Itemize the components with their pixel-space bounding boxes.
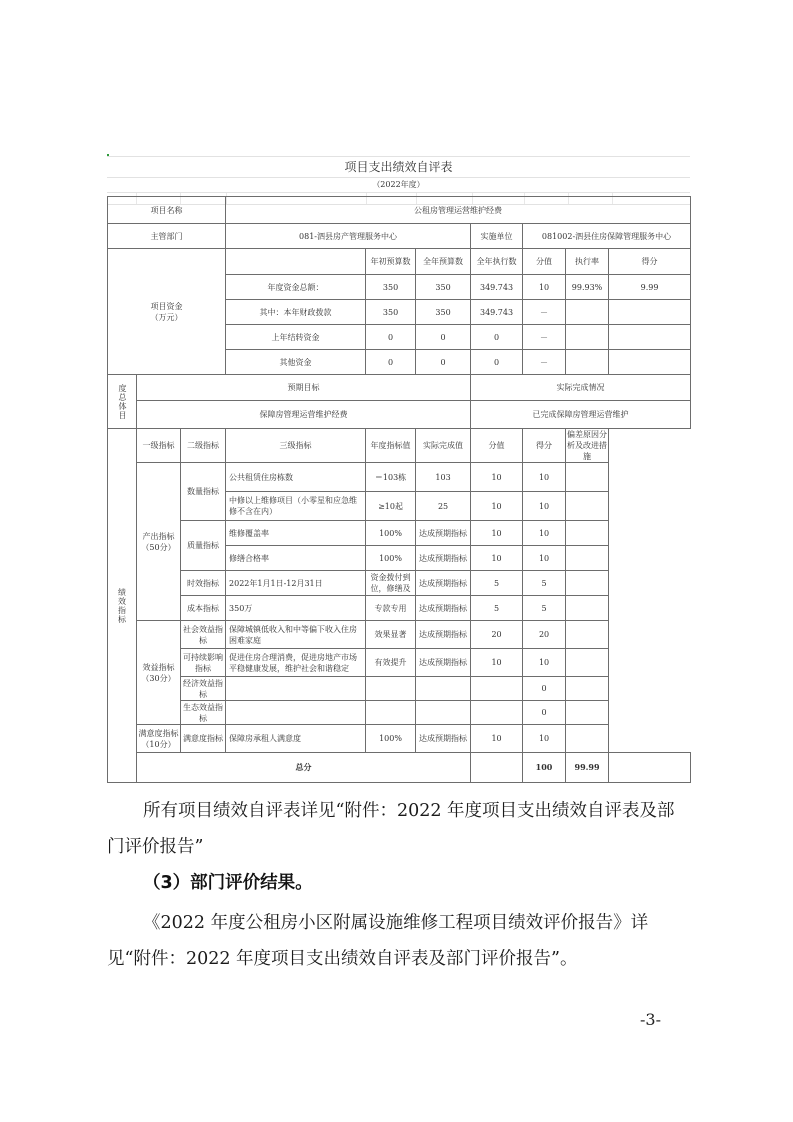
- funds-label: 项目资金 （万元）: [108, 249, 226, 375]
- funds-score: [609, 350, 691, 375]
- funds-header: 得分: [609, 249, 691, 275]
- actual-label: 实际完成情况: [471, 375, 691, 401]
- cost-label: 成本指标: [181, 596, 226, 621]
- indicator-target: 资金拨付到位，修缮及: [366, 571, 416, 596]
- goal-row: [108, 401, 691, 429]
- indicator-remark: [566, 725, 609, 753]
- indicator-name: 350万: [226, 596, 366, 621]
- section-heading: （3）部门评价结果。: [143, 873, 313, 893]
- indicator-target: 100%: [366, 725, 416, 753]
- funds-header-blank: [226, 249, 366, 275]
- indicator-row: [108, 521, 691, 546]
- indicator-remark: [566, 492, 609, 521]
- funds-executed: 349.743: [471, 300, 523, 325]
- ind-header: 三级指标: [226, 429, 366, 463]
- indicator-row: [108, 701, 691, 725]
- indicator-row: [108, 649, 691, 677]
- funds-row-label: 其他资金: [226, 350, 366, 375]
- indicator-row: [108, 596, 691, 621]
- indicator-remark: [566, 649, 609, 677]
- funds-score-value: －: [523, 325, 566, 350]
- project-name-row: [108, 197, 691, 224]
- indicator-target: ＝103栋: [366, 463, 416, 492]
- indicator-target: 效果显著: [366, 621, 416, 649]
- satisfaction-l1-label: 满意度指标（10分）: [137, 725, 181, 753]
- funds-score-value: －: [523, 300, 566, 325]
- indicator-value: 10: [471, 521, 523, 546]
- project-name: 公租房管理运营维护经费: [226, 197, 691, 224]
- indicator-actual: 达成预期指标: [416, 649, 471, 677]
- indicator-value: 5: [471, 596, 523, 621]
- indicator-score: 10: [523, 649, 566, 677]
- indicator-value: 10: [471, 546, 523, 571]
- output-label: 产出指标 （50分）: [137, 463, 181, 621]
- funds-score: 9.99: [609, 275, 691, 300]
- paragraph-attachment: 所有项目绩效自评表详见“附件：2022 年度项目支出绩效自评表及部门评价报告”: [107, 801, 675, 857]
- indicator-name: 维修覆盖率: [226, 521, 366, 546]
- funds-header: 分值: [523, 249, 566, 275]
- indicator-score: 5: [523, 596, 566, 621]
- economic-label: 经济效益指标: [181, 677, 226, 701]
- actual-goal: 已完成保障房管理运营维护: [471, 401, 691, 429]
- total-remark: [609, 753, 691, 783]
- funds-score-value: 10: [523, 275, 566, 300]
- indicator-value: 20: [471, 621, 523, 649]
- indicator-actual: 达成预期指标: [416, 596, 471, 621]
- indicator-name: 公共租赁住房栋数: [226, 463, 366, 492]
- performance-table: [107, 196, 691, 783]
- funds-executed: 0: [471, 325, 523, 350]
- page-number: -3-: [640, 1010, 661, 1029]
- indicator-name: 促进住房合理消费，促进房地产市场平稳健康发展，维护社会和谐稳定: [226, 649, 366, 677]
- goal-label: 度总体目: [108, 375, 137, 429]
- funds-score-value: －: [523, 350, 566, 375]
- indicator-remark: [566, 596, 609, 621]
- indicator-remark: [566, 463, 609, 492]
- department-row: [108, 224, 691, 249]
- table-title: 项目支出绩效自评表: [107, 156, 690, 177]
- indicator-name: 2022年1月1日-12月31日: [226, 571, 366, 596]
- funds-rate: [566, 325, 609, 350]
- ind-header: 年度指标值: [366, 429, 416, 463]
- indicator-value: 10: [471, 725, 523, 753]
- indicator-row: [108, 621, 691, 649]
- indicator-value: 10: [471, 649, 523, 677]
- indicator-target: 100%: [366, 546, 416, 571]
- indicator-row: [108, 725, 691, 753]
- indicator-row: [108, 677, 691, 701]
- indicator-row: [108, 463, 691, 492]
- funds-annual: 350: [416, 275, 471, 300]
- indicator-actual: 达成预期指标: [416, 521, 471, 546]
- funds-rate: [566, 350, 609, 375]
- indicator-name: 修缮合格率: [226, 546, 366, 571]
- ind-header: 一级指标: [137, 429, 181, 463]
- indicator-target: [366, 677, 416, 701]
- total-blank: [471, 753, 523, 783]
- funds-row-label: 其中：本年财政拨款: [226, 300, 366, 325]
- indicator-name: 保障城镇低收入和中等偏下收入住房困难家庭: [226, 621, 366, 649]
- ind-header: 得分: [523, 429, 566, 463]
- impl-value: 081002-泗县住房保障管理服务中心: [523, 224, 691, 249]
- indicator-score: 10: [523, 492, 566, 521]
- funds-header: 全年执行数: [471, 249, 523, 275]
- funds-rate: [566, 300, 609, 325]
- funds-annual: 0: [416, 350, 471, 375]
- timeliness-label: 时效指标: [181, 571, 226, 596]
- eco-label: 生态效益指标: [181, 701, 226, 725]
- indicator-target: 100%: [366, 521, 416, 546]
- funds-score: [609, 325, 691, 350]
- funds-annual: 0: [416, 325, 471, 350]
- ind-header: 实际完成值: [416, 429, 471, 463]
- perf-label: 绩效指标: [108, 429, 137, 783]
- indicator-target: [366, 701, 416, 725]
- indicator-header-row: [108, 429, 691, 463]
- goal-header-row: [108, 375, 691, 401]
- funds-score: [609, 300, 691, 325]
- dept-value: 081-泗县房产管理服务中心: [226, 224, 471, 249]
- dept-label: 主管部门: [108, 224, 226, 249]
- impl-label: 实施单位: [471, 224, 523, 249]
- indicator-actual: 达成预期指标: [416, 621, 471, 649]
- indicator-name: [226, 677, 366, 701]
- benefit-label: 效益指标 （30分）: [137, 621, 181, 725]
- indicator-row: [108, 571, 691, 596]
- indicator-score: 0: [523, 677, 566, 701]
- indicator-remark: [566, 621, 609, 649]
- indicator-score: 10: [523, 521, 566, 546]
- indicator-actual: [416, 701, 471, 725]
- funds-header: 执行率: [566, 249, 609, 275]
- indicator-score: 10: [523, 725, 566, 753]
- expected-label: 预期目标: [137, 375, 471, 401]
- indicator-score: 20: [523, 621, 566, 649]
- indicator-value: 5: [471, 571, 523, 596]
- indicator-remark: [566, 571, 609, 596]
- indicator-target: ≥10起: [366, 492, 416, 521]
- expected-goal: 保障房管理运营维护经费: [137, 401, 471, 429]
- indicator-score: 10: [523, 546, 566, 571]
- total-score: 99.99: [566, 753, 609, 783]
- funds-rate: 99.93%: [566, 275, 609, 300]
- indicator-actual: 103: [416, 463, 471, 492]
- indicator-target: 专款专用: [366, 596, 416, 621]
- indicator-value: [471, 701, 523, 725]
- indicator-target: 有效提升: [366, 649, 416, 677]
- indicator-name: 中修以上维修项目（小零星和应急维修不含在内）: [226, 492, 366, 521]
- indicator-name: 保障房承租人满意度: [226, 725, 366, 753]
- total-label: 总分: [137, 753, 471, 783]
- indicator-actual: 25: [416, 492, 471, 521]
- funds-initial: 0: [366, 325, 416, 350]
- funds-executed: 0: [471, 350, 523, 375]
- funds-initial: 0: [366, 350, 416, 375]
- total-value: 100: [523, 753, 566, 783]
- funds-header: 年初预算数: [366, 249, 416, 275]
- indicator-value: 10: [471, 463, 523, 492]
- project-name-label: 项目名称: [108, 197, 226, 224]
- paragraph-evaluation: 《2022 年度公租房小区附属设施维修工程项目绩效评价报告》详见“附件：2022 年度项目支出绩效自评表及部门评价报告”。: [107, 913, 649, 969]
- ind-header: 二级指标: [181, 429, 226, 463]
- indicator-actual: 达成预期指标: [416, 725, 471, 753]
- ind-header: 分值: [471, 429, 523, 463]
- indicator-remark: [566, 701, 609, 725]
- indicator-score: 10: [523, 463, 566, 492]
- indicator-score: 0: [523, 701, 566, 725]
- ind-header: 偏差原因分析及改进措施: [567, 430, 608, 461]
- funds-initial: 350: [366, 275, 416, 300]
- funds-row-label: 年度资金总额：: [226, 275, 366, 300]
- social-label: 社会效益指标: [181, 621, 226, 649]
- indicator-actual: 达成预期指标: [416, 571, 471, 596]
- sustain-label: 可持续影响指标: [181, 649, 226, 677]
- indicator-name: [226, 701, 366, 725]
- indicator-value: 10: [471, 492, 523, 521]
- quality-label: 质量指标: [181, 521, 226, 571]
- indicator-remark: [566, 546, 609, 571]
- funds-executed: 349.743: [471, 275, 523, 300]
- funds-header-row: [108, 249, 691, 275]
- indicator-actual: [416, 677, 471, 701]
- indicator-score: 5: [523, 571, 566, 596]
- funds-row-label: 上年结转资金: [226, 325, 366, 350]
- indicator-remark: [566, 521, 609, 546]
- satisfaction-l2-label: 满意度指标: [181, 725, 226, 753]
- quantity-label: 数量指标: [181, 463, 226, 521]
- funds-annual: 350: [416, 300, 471, 325]
- funds-initial: 350: [366, 300, 416, 325]
- total-row: [108, 753, 691, 783]
- funds-header: 全年预算数: [416, 249, 471, 275]
- indicator-remark: [566, 677, 609, 701]
- table-year: （2022年度）: [107, 177, 690, 192]
- indicator-value: [471, 677, 523, 701]
- indicator-actual: 达成预期指标: [416, 546, 471, 571]
